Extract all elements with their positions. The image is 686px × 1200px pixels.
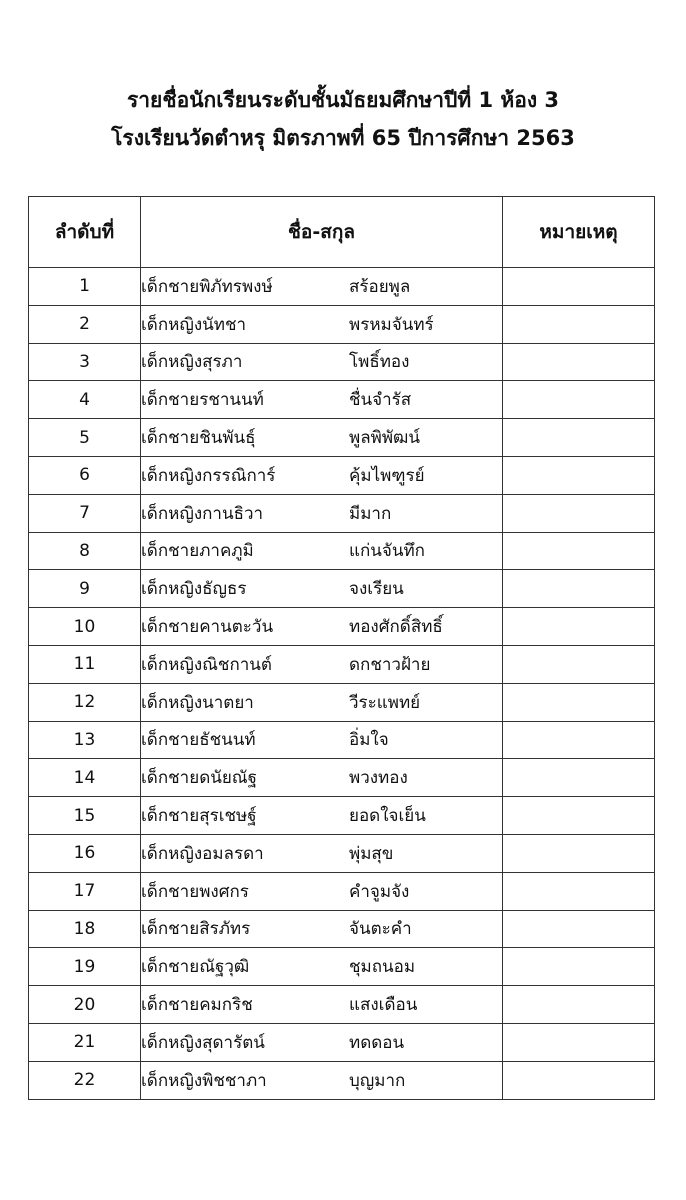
- student-name-cell: [141, 343, 503, 381]
- table-row: [29, 872, 655, 910]
- note-cell: [503, 608, 655, 646]
- row-number: 5: [29, 419, 141, 457]
- table-row: [29, 759, 655, 797]
- student-first-name: เด็กหญิงนัทชา: [141, 314, 247, 335]
- student-last-name: อิ่มใจ: [349, 730, 389, 751]
- table-row: [29, 381, 655, 419]
- table-row: [29, 645, 655, 683]
- student-last-name: แสงเดือน: [349, 995, 418, 1016]
- student-first-name: เด็กหญิงอมลรดา: [141, 843, 264, 864]
- note-cell: [503, 645, 655, 683]
- table-header-row: [29, 197, 655, 268]
- row-number: 10: [29, 608, 141, 646]
- row-number: 8: [29, 532, 141, 570]
- student-last-name: จันตะคำ: [349, 919, 412, 940]
- note-cell: [503, 456, 655, 494]
- student-first-name: เด็กชายสิรภัทร: [141, 919, 251, 940]
- student-last-name: แก่นจันทึก: [349, 541, 425, 562]
- table-row: [29, 834, 655, 872]
- row-number: 3: [29, 343, 141, 381]
- table-row: [29, 456, 655, 494]
- student-first-name: เด็กชายคานตะวัน: [141, 617, 274, 638]
- student-name-cell: [141, 532, 503, 570]
- row-number: 14: [29, 759, 141, 797]
- row-number: 6: [29, 456, 141, 494]
- student-last-name: ชุมถนอม: [349, 957, 416, 978]
- note-cell: [503, 1061, 655, 1099]
- student-first-name: เด็กชายคมกริช: [141, 995, 253, 1016]
- student-first-name: เด็กหญิงกานธิวา: [141, 503, 264, 524]
- row-number: 2: [29, 305, 141, 343]
- table-row: [29, 570, 655, 608]
- student-last-name: วีระแพทย์: [349, 692, 421, 713]
- student-name-cell: [141, 608, 503, 646]
- student-first-name: เด็กชายดนัยณัฐ: [141, 768, 257, 789]
- student-last-name: บุญมาก: [349, 1070, 406, 1091]
- student-last-name: โพธิ์ทอง: [349, 352, 410, 373]
- table-row: [29, 343, 655, 381]
- student-name-cell: [141, 268, 503, 306]
- row-number: 21: [29, 1023, 141, 1061]
- note-cell: [503, 797, 655, 835]
- note-cell: [503, 986, 655, 1024]
- table-body: [29, 268, 655, 1100]
- table-row: [29, 721, 655, 759]
- student-last-name: ทองศักดิ์สิทธิ์: [349, 617, 443, 638]
- note-cell: [503, 343, 655, 381]
- row-number: 13: [29, 721, 141, 759]
- table-row: [29, 1023, 655, 1061]
- student-first-name: เด็กหญิงสุรภา: [141, 352, 243, 373]
- student-first-name: เด็กหญิงณิชกานต์: [141, 654, 272, 675]
- student-name-cell: [141, 986, 503, 1024]
- row-number: 20: [29, 986, 141, 1024]
- note-cell: [503, 1023, 655, 1061]
- note-cell: [503, 834, 655, 872]
- table-row: [29, 305, 655, 343]
- student-last-name: มีมาก: [349, 503, 392, 524]
- row-number: 16: [29, 834, 141, 872]
- table-row: [29, 532, 655, 570]
- student-first-name: เด็กชายภาคภูมิ: [141, 541, 254, 562]
- student-first-name: เด็กชายณัฐวุฒิ: [141, 957, 250, 978]
- row-number: 15: [29, 797, 141, 835]
- student-name-cell: [141, 419, 503, 457]
- student-name-cell: [141, 1061, 503, 1099]
- student-name-cell: [141, 381, 503, 419]
- note-cell: [503, 419, 655, 457]
- note-cell: [503, 910, 655, 948]
- note-cell: [503, 570, 655, 608]
- student-name-cell: [141, 759, 503, 797]
- row-number: 19: [29, 948, 141, 986]
- table-row: [29, 910, 655, 948]
- table-row: [29, 494, 655, 532]
- student-last-name: สร้อยพูล: [349, 276, 411, 297]
- student-last-name: คุ้มไพฑูรย์: [349, 465, 425, 486]
- student-last-name: พูลพิพัฒน์: [349, 428, 421, 449]
- student-name-cell: [141, 645, 503, 683]
- row-number: 17: [29, 872, 141, 910]
- student-last-name: พุ่มสุข: [349, 843, 394, 864]
- student-last-name: ชื่นจำรัส: [349, 390, 412, 411]
- table-row: [29, 948, 655, 986]
- note-cell: [503, 872, 655, 910]
- student-first-name: เด็กชายสุรเชษฐ์: [141, 806, 257, 827]
- student-first-name: เด็กชายพิภัทรพงษ์: [141, 276, 273, 297]
- row-number: 12: [29, 683, 141, 721]
- student-name-cell: [141, 721, 503, 759]
- student-first-name: เด็กหญิงนาตยา: [141, 692, 254, 713]
- table-row: [29, 419, 655, 457]
- student-last-name: คำจูมจัง: [349, 881, 410, 902]
- row-number: 18: [29, 910, 141, 948]
- student-name-cell: [141, 948, 503, 986]
- student-last-name: ดกชาวฝ้าย: [349, 654, 431, 675]
- note-cell: [503, 759, 655, 797]
- student-last-name: พวงทอง: [349, 768, 408, 789]
- note-cell: [503, 381, 655, 419]
- student-first-name: เด็กหญิงธัญธร: [141, 579, 247, 600]
- student-first-name: เด็กชายชินพันธุ์: [141, 428, 256, 449]
- student-name-cell: [141, 456, 503, 494]
- student-name-cell: [141, 570, 503, 608]
- row-number: 22: [29, 1061, 141, 1099]
- student-last-name: จงเรียน: [349, 579, 404, 600]
- note-cell: [503, 305, 655, 343]
- row-number: 4: [29, 381, 141, 419]
- student-first-name: เด็กชายรชานนท์: [141, 390, 264, 411]
- school-subtitle: โรงเรียนวัดตำหรุ มิตรภาพที่ 65 ปีการศึกษา 2563: [111, 126, 575, 150]
- column-header-number: ลำดับที่: [29, 197, 141, 268]
- column-header-note: หมายเหตุ: [503, 197, 655, 268]
- student-name-cell: [141, 494, 503, 532]
- student-roster-table: [28, 196, 655, 1100]
- student-name-cell: [141, 305, 503, 343]
- row-number: 9: [29, 570, 141, 608]
- student-last-name: พรหมจันทร์: [349, 314, 434, 335]
- student-name-cell: [141, 872, 503, 910]
- note-cell: [503, 532, 655, 570]
- student-name-cell: [141, 797, 503, 835]
- student-last-name: ทดดอน: [349, 1032, 405, 1053]
- student-first-name: เด็กชายพงศกร: [141, 881, 249, 902]
- student-first-name: เด็กหญิงกรรณิการ์: [141, 465, 276, 486]
- note-cell: [503, 494, 655, 532]
- note-cell: [503, 268, 655, 306]
- table-row: [29, 608, 655, 646]
- student-name-cell: [141, 910, 503, 948]
- student-last-name: ยอดใจเย็น: [349, 806, 426, 827]
- student-first-name: เด็กหญิงสุดารัตน์: [141, 1032, 265, 1053]
- table-row: [29, 986, 655, 1024]
- note-cell: [503, 683, 655, 721]
- table-row: [29, 1061, 655, 1099]
- row-number: 1: [29, 268, 141, 306]
- student-first-name: เด็กชายธัชนนท์: [141, 730, 256, 751]
- student-name-cell: [141, 1023, 503, 1061]
- document-title: รายชื่อนักเรียนระดับชั้นมัธยมศึกษาปีที่ 1 ห้อง 3: [126, 88, 560, 112]
- student-name-cell: [141, 834, 503, 872]
- note-cell: [503, 948, 655, 986]
- table-row: [29, 683, 655, 721]
- column-header-name: ชื่อ-สกุล: [141, 197, 503, 268]
- table-row: [29, 268, 655, 306]
- note-cell: [503, 721, 655, 759]
- student-name-cell: [141, 683, 503, 721]
- student-first-name: เด็กหญิงพิชชาภา: [141, 1070, 267, 1091]
- table-row: [29, 797, 655, 835]
- row-number: 11: [29, 645, 141, 683]
- row-number: 7: [29, 494, 141, 532]
